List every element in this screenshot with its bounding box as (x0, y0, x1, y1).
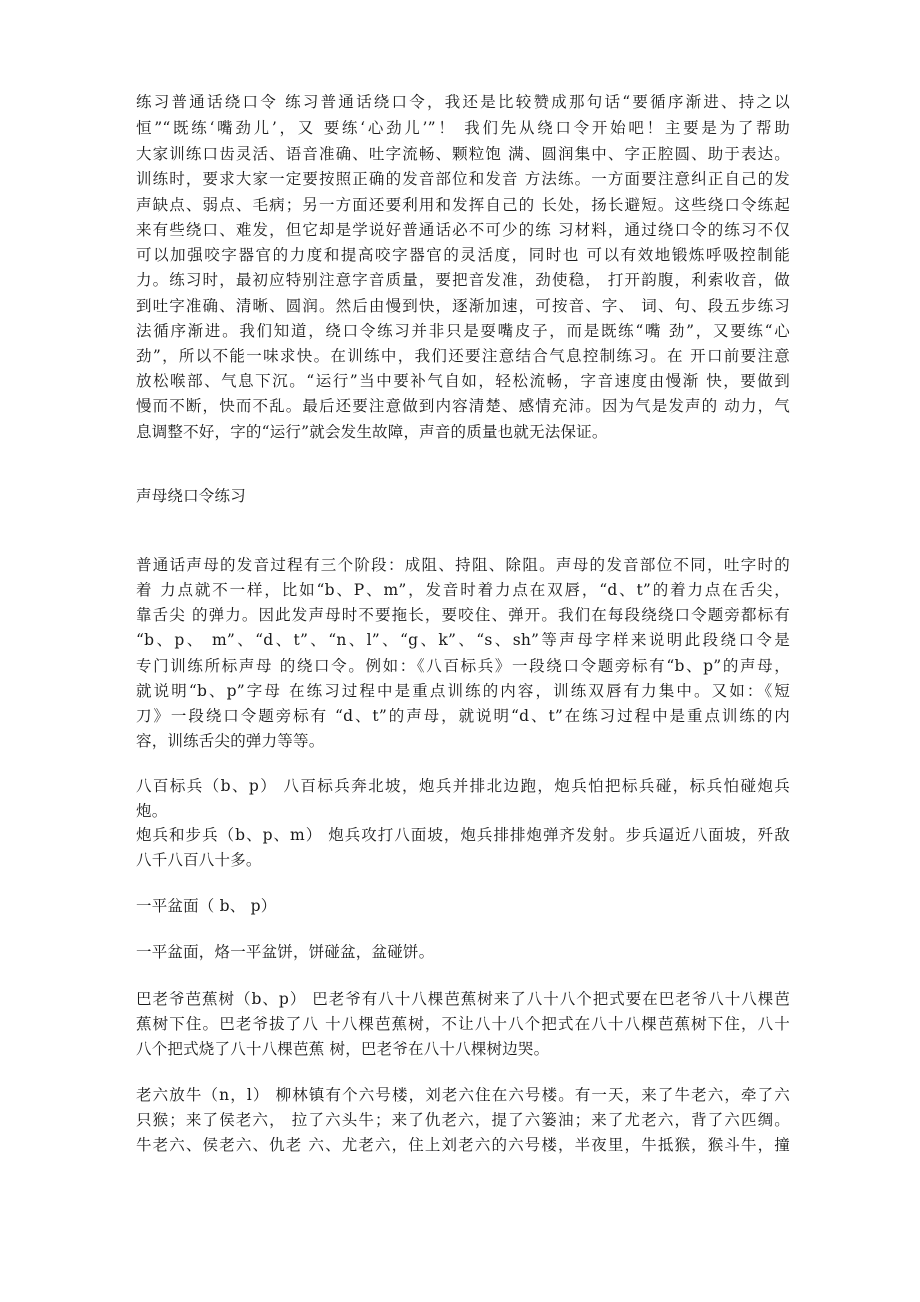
text-line: 普通话声母的发音过程有三个阶段：成阻、持阻、除阻。声母的发音部位不同，吐字时的 (136, 556, 790, 574)
text-line: 声缺点、弱点、毛病；另一方面还要利用和发挥自己的 长处，扬长避短。这些绕口令练起 (136, 196, 790, 214)
text-line: 息调整不好，字的“运行”就会发生故障，声音的质量也就无法保证。 (136, 423, 608, 441)
text-line: 慢而不断，快而不乱。最后还要注意做到内容清楚、感情充沛。因为气是发声的 动力，气 (136, 397, 790, 415)
text-line: 到吐字准确、清晰、圆润。然后由慢到快，逐渐加速，可按音、字、 词、句、段五步练习 (136, 297, 790, 315)
text-line: 炮兵和步兵（b、p、m） 炮兵攻打八面坡，炮兵排排炮弹齐发射。步兵逼近八面坡，歼敌 (136, 826, 790, 844)
text-line: 可以加强咬字器官的力度和提高咬字器官的灵活度，同时也 可以有效地锻炼呼吸控制能 (136, 246, 790, 264)
text-line: 牛老六、侯老六、仇老 六、尤老六，住上刘老六的六号楼，半夜里，牛抵猴，猴斗牛，撞 (136, 1136, 790, 1154)
text-line: 巴老爷芭蕉树（b、p） 巴老爷有八十八棵芭蕉树来了八十八个把式要在巴老爷八十八棵芭 (136, 990, 790, 1008)
text-line: 大家训练口齿灵活、语音准确、吐字流畅、颗粒饱 满、圆润集中、字正腔圆、助于表达。 (136, 145, 790, 163)
text-line: 刀》一段绕口令题旁标有 “d、t”的声母，就说明“d、t”在练习过程中是重点训练的内 (136, 707, 790, 725)
text-line: 八百标兵（b、p） 八百标兵奔北坡，炮兵并排北边跑，炮兵怕把标兵碰，标兵怕碰炮兵 (136, 777, 790, 795)
text-line: 就说明“b、p”字母 在练习过程中是重点训练的内容，训练双唇有力集中。又如：《短 (136, 682, 790, 700)
text-line: “b、p、 m”、“d、t”、“n、l”、“g、k”、“s、sh”等声母字样来说明此段绕口令是 (136, 631, 790, 649)
text-line: 炮。 (136, 802, 168, 820)
text-line: 力。练习时，最初应特别注意字音质量，要把音发准，劲使稳， 打开韵腹，利索收音，做 (136, 271, 790, 289)
text-line: 放松喉部、气息下沉。“运行”当中要补气自如，轻松流畅，字音速度由慢渐 快，要做到 (136, 372, 790, 390)
text-line: 八千八百八十多。 (136, 851, 262, 869)
text-line: 着 力点就不一样，比如“b、P、m”，发音时着力点在双唇，“d、t”的着力点在舌尖， (136, 581, 790, 599)
text-line: 劲”，所以不能一味求快。在训练中，我们还要注意结合气息控制练习。在 开口前要注意 (136, 347, 790, 365)
text-line: 只猴；来了侯老六， 拉了六头牛；来了仇老六，提了六篓油；来了尤老六，背了六匹绸。 (136, 1111, 790, 1129)
text-line: 专门训练所标声母 的绕口令。例如：《八百标兵》一段绕口令题旁标有“b、p”的声母， (136, 657, 790, 675)
text-line: 练习普通话绕口令 练习普通话绕口令，我还是比较赞成那句话“要循序渐进、持之以 (136, 93, 790, 111)
text-line: 容，训练舌尖的弹力等等。 (136, 732, 325, 750)
text-line: 靠舌尖 的弹力。因此发声母时不要拖长，要咬住、弹开。我们在每段绕绕口令题旁都标有 (136, 606, 790, 624)
section-heading: 声母绕口令练习 (136, 487, 246, 505)
text-line: 老六放牛（n，l） 柳林镇有个六号楼，刘老六住在六号楼。有一天，来了牛老六，牵了六 (136, 1086, 790, 1104)
text-line: 一平盆面，烙一平盆饼，饼碰盆，盆碰饼。 (136, 943, 435, 961)
text-line: 来有些绕口、难发，但它却是学说好普通话必不可少的练 习材料，通过绕口令的练习不仅 (136, 221, 790, 239)
text-line: 法循序渐进。我们知道，绕口令练习并非只是耍嘴皮子，而是既练“嘴 劲”，又要练“心 (136, 322, 790, 340)
text-line: 一平盆面（ b、 p） (136, 897, 277, 915)
text-line: 蕉树下住。巴老爷拔了八 十八棵芭蕉树，不让八十八个把式在八十八棵芭蕉树下住，八十 (136, 1015, 790, 1033)
text-line: 八个把式烧了八十八棵芭蕉 树，巴老爷在八十八棵树边哭。 (136, 1040, 550, 1058)
text-line: 恒”“既练‘嘴劲儿’，又 要练‘心劲儿’”！ 我们先从绕口令开始吧！主要是为了帮助 (136, 119, 790, 137)
text-line: 训练时，要求大家一定要按照正确的发音部位和发音 方法练。一方面要注意纠正自己的发 (136, 170, 790, 188)
